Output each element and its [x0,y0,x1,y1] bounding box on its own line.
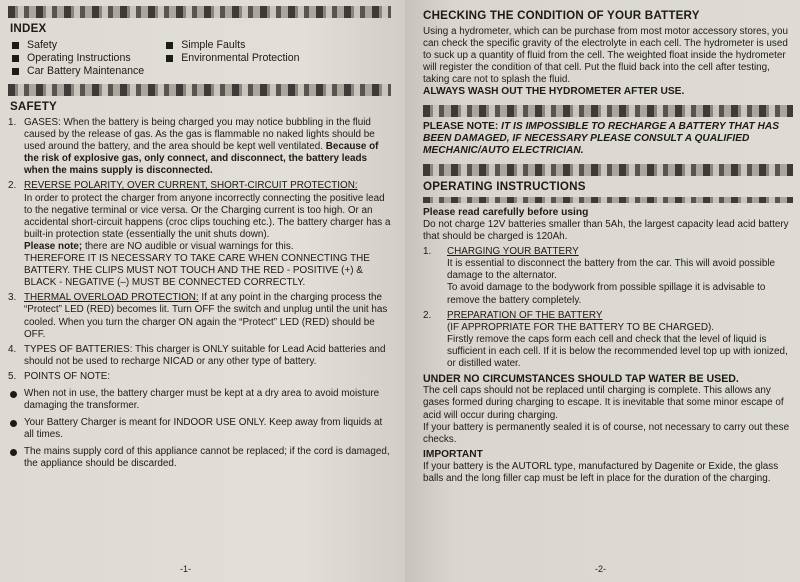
index-item-faults: Simple Faults [166,39,299,52]
index-item-safety: Safety [12,39,144,52]
index-list [12,39,391,78]
index-item-environment: Environmental Protection [166,52,299,65]
bullet-item: The mains supply cord of this appliance cannot be replaced; if the cord is damaged, the appliance should be discarded. [8,446,391,470]
decorative-band [8,6,391,18]
index-item-operating: Operating Instructions [12,52,144,65]
square-bullet-icon [166,42,173,49]
op-item-charging: 1. CHARGING YOUR BATTERY It is essential to disconnect the battery from the car. This will avoid possible damage to the alternator. To avoid damage to the bodywork from possible spillage it is advisable to remove the battery completely. [423,246,776,306]
index-item-maintenance: Car Battery Maintenance [12,65,144,78]
gases-warning: Because of the risk of explosive gas, only connect, and disconnect, the battery leads when the mains supply is disconnected. [24,141,379,177]
safety-item-gases: 1. GASES: When the battery is being charged you may notice bubbling in the fluid caused by the release of gas. As the gas is flammable no naked lights should be used around the battery, and the area should be kept well ventilated. Because of the risk of explosive gas, only connect, and disconnect, the battery leads when the mains supply is disconnected. [8,117,379,177]
decorative-band [423,105,793,117]
important-title: IMPORTANT [423,448,483,460]
decorative-band [423,164,793,176]
hydrometer-warning: ALWAYS WASH OUT THE HYDROMETER AFTER USE. [423,86,685,98]
page-number: -1- [180,564,191,574]
tap-water-warning: UNDER NO CIRCUMSTANCES SHOULD TAP WATER BE USED. [423,373,739,386]
safety-item-thermal: 3. THERMAL OVERLOAD PROTECTION: If at any point in the charging process the “Protect” LED (RED) becomes lit. Turn OFF the switch and unplug until the unit has cooled. When you turn the charger ON again the “Protect” LED (RED) should be OFF. [8,292,388,340]
sealed-battery-text: If your battery is permanently sealed it is of course, not necessary to carry out these checks. [423,421,790,445]
bullet-dot-icon [10,391,17,398]
safety-item-battery-types: 4. TYPES OF BATTERIES: This charger is ONLY suitable for Lead Acid batteries and should not be used to recharge NICAD or any other type of battery. [8,343,386,367]
page-number: -2- [595,564,606,574]
check-title: CHECKING THE CONDITION OF YOUR BATTERY [423,9,700,22]
safety-item-points: 5. POINTS OF NOTE: [8,370,111,382]
safety-item-polarity: 2. REVERSE POLARITY, OVER CURRENT, SHORT-CIRCUIT PROTECTION: In order to protect the charger from anyone incorrectly connecting the positive lead to the negative terminal or vice versa. Or the Charging current is too high. Or an accidental short-circuit happens (croc clips touching etc.). The battery charger has a built-in protection state (essentially the unit shuts down). Please note; there are NO audible or visual warnings for this. THEREFORE IT IS NECESSARY TO TAKE CARE WHEN CONNECTING THE BATTERY. THE CLIPS MUST NOT TOUCH AND THE RED - POSITIVE (+) & BLACK - NEGATIVE (–) MUST BE CONNECTED CORRECTLY. [8,180,391,289]
square-bullet-icon [12,68,19,75]
bullet-item: When not in use, the battery charger must be kept at a dry area to avoid moisture damaging the transformer. [8,388,391,412]
square-bullet-icon [12,55,19,62]
read-carefully: Please read carefully before using [423,206,589,218]
capacity-note: Do not charge 12V batteries smaller than 5Ah, the largest capacity lead acid battery that should be charged is 120Ah. [423,218,789,243]
square-bullet-icon [12,42,19,49]
check-text: Using a hydrometer, which can be purchase from most motor accessory stores, you can check the specific gravity of the electrolyte in each cell. The hydrometer is used to suck up a quantity of fluid from the cell. The weighted float inside the hydrometer will register the condition of that cell. Put the fluid back into the cell after testing, taking care not to splash the fluid. [423,26,788,86]
bullet-item: Your Battery Charger is meant for INDOOR USE ONLY. Keep away from liquids at all times. [8,417,391,441]
please-note: PLEASE NOTE: IT IS IMPOSSIBLE TO RECHARGE A BATTERY THAT HAS BEEN DAMAGED, IF NECESSARY PLEASE CONSULT A QUALIFIED MECHANIC/AUTO ELECTRICIAN. [423,120,780,157]
bullet-dot-icon [10,420,17,427]
cell-caps-text: The cell caps should not be replaced until charging is complete. This allows any gases formed during charging to escape. It is inevitable that some minor escape of acid will occur during charging. [423,385,784,421]
safety-title: SAFETY [10,100,57,113]
decorative-band [8,84,391,96]
important-text: If your battery is the AUTORL type, manufactured by Dagenite or Exide, the glass balls and the long filler cap must be left in place for the duration of the charging. [423,461,779,485]
square-bullet-icon [166,55,173,62]
index-title: INDEX [10,22,47,35]
bullet-dot-icon [10,449,17,456]
op-item-preparation: 2. PREPARATION OF THE BATTERY (IF APPROPRIATE FOR THE BATTERY TO BE CHARGED). Firstly remove the caps form each cell and check that the level of liquid is sufficient in each cell. If it is below the recommended level top up with ionized, or distilled water. [423,309,788,369]
right-page [405,0,800,582]
decorative-band [423,197,793,203]
operating-title: OPERATING INSTRUCTIONS [423,179,586,193]
